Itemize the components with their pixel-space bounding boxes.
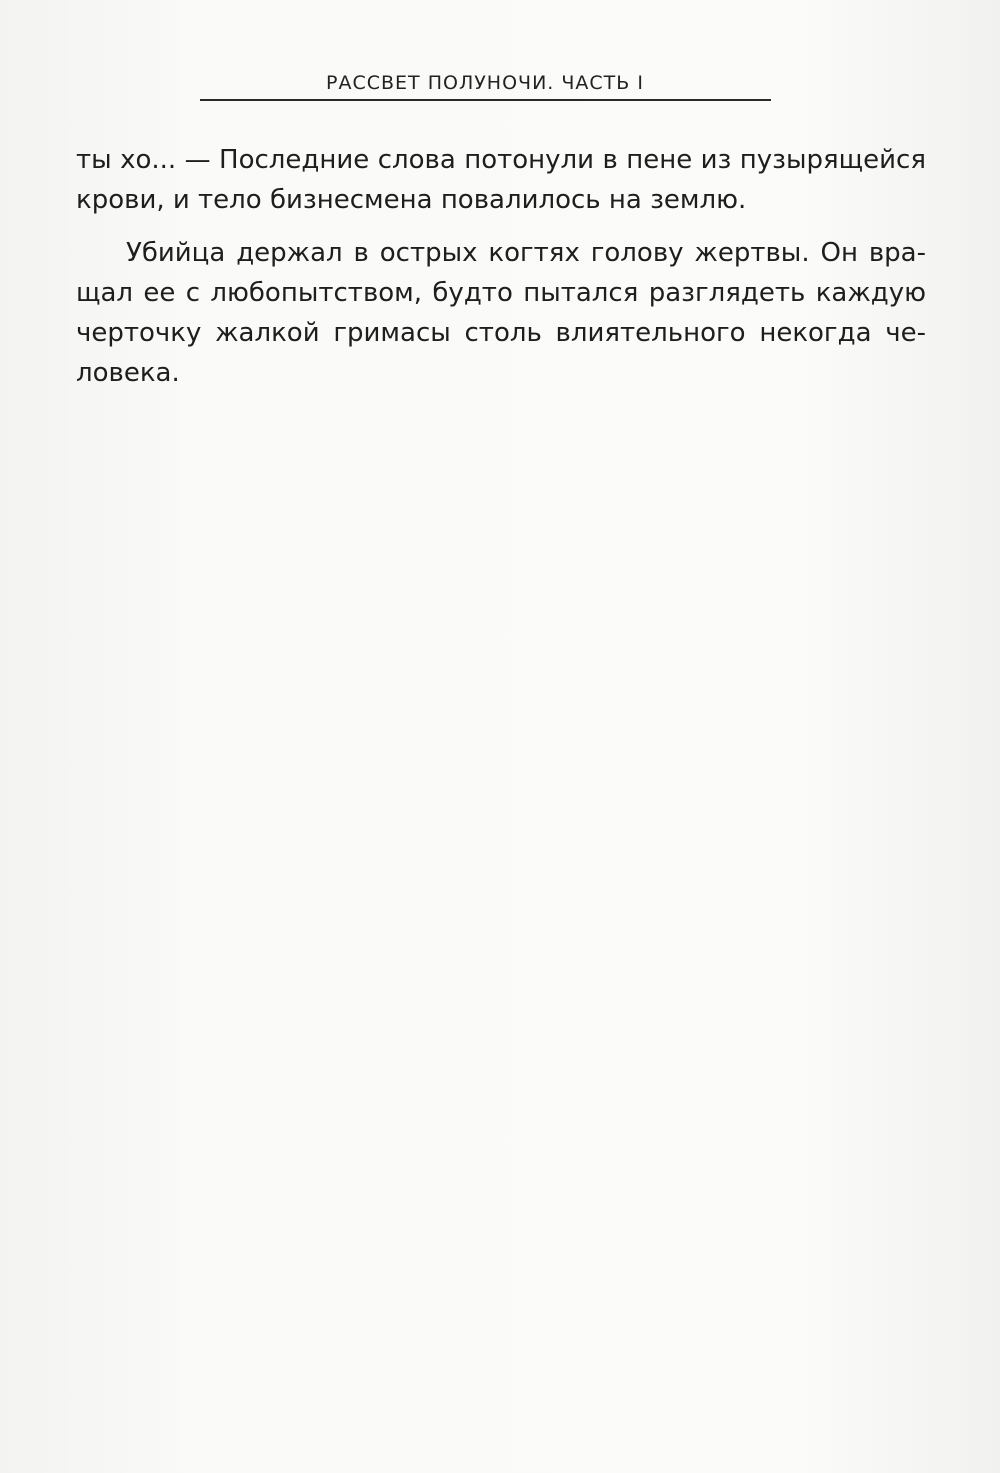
paragraph-2: Убийца держал в острых когтях голову жертвы. Он вращал ее с любопытством, будто пытался разглядеть каждую черточку жалкой гримасы столь влиятельного некогда человека. — [76, 238, 926, 388]
header-divider — [200, 99, 771, 101]
paragraph-1: ты хо... — Последние слова потонули в пене из пузырящейся крови, и тело бизнесмена повалилось на землю. — [76, 145, 926, 215]
running-header: РАССВЕТ ПОЛУНОЧИ. ЧАСТЬ I — [326, 72, 644, 94]
body-text — [76, 140, 926, 406]
